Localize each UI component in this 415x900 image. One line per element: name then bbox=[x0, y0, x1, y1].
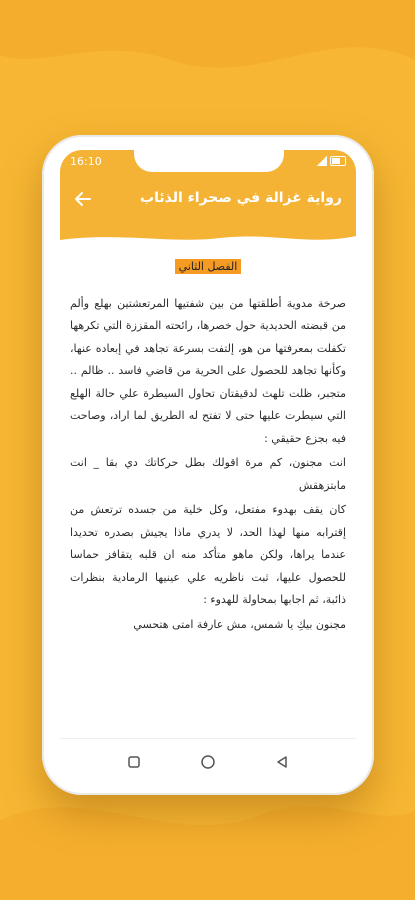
status-icons bbox=[317, 156, 346, 166]
arrow-left-icon bbox=[70, 186, 96, 212]
square-recents-icon bbox=[127, 755, 141, 769]
chapter-content bbox=[70, 256, 346, 736]
phone-screen bbox=[60, 150, 356, 750]
appbar-wave bbox=[60, 228, 356, 248]
camera-notch bbox=[134, 150, 284, 172]
system-navigation-bar bbox=[60, 738, 356, 785]
battery-icon bbox=[330, 156, 346, 166]
paragraph: انت مجنون، كم مرة اقولك بطل حركاتك دي بقا _ انت مابتزهقش bbox=[70, 456, 346, 492]
chapter-title: الفصل الثاني bbox=[175, 259, 242, 274]
back-button[interactable] bbox=[70, 186, 96, 212]
paragraph: مجنون بيكِ يا شمس، مش عارفة امتى هتحسي bbox=[133, 617, 346, 631]
system-back-button[interactable] bbox=[273, 753, 291, 771]
paragraph: صرخة مدوية أطلقتها من بين شفتيها المرتعشتين بهلع وألم من قبضته الحديدية حول خصرها، رائحته المقززة التي تكرهها تكفلت بمعرفتها من هو، إلتفت بسرعة تجاهد في إبعاده عنها، وكأنها تجاهد للحصول على الحرية من قاضي فاسد .. ظالم .. متجبر، ظلت تلهث لدقيقتان تحاول السيطرة علي حالة الهلع التي سيطرت عليها حتى لا تفتح له الطريق لما اراد، وصاحت فيه بجزع حقيقي : bbox=[70, 296, 346, 445]
status-time: 16:10 bbox=[70, 155, 102, 168]
recents-button[interactable] bbox=[125, 753, 143, 771]
app-bar bbox=[60, 174, 356, 230]
home-button[interactable] bbox=[199, 753, 217, 771]
signal-icon bbox=[317, 156, 327, 166]
status-bar bbox=[60, 150, 356, 174]
paragraph: كان يقف بهدوء مفتعل، وكل خلية من جسده ترتعش من إقترابه منها لهذا الحد، لا يدري ماذا يجيش بصدره تحديدا عندما يراها، ولكن ماهو متأكد منه ان قلبه يتقافز حماسا للحصول عليها، ثبت ناظريه علي عينيها الرمادية بنظرات ذائبة، ثم اجابها بمحاولة للهدوء : bbox=[70, 503, 346, 606]
triangle-back-icon bbox=[275, 755, 289, 769]
app-title: رواية غزالة في صحراء الذئاب bbox=[140, 190, 342, 206]
chapter-heading bbox=[70, 256, 346, 279]
circle-home-icon bbox=[200, 754, 216, 770]
